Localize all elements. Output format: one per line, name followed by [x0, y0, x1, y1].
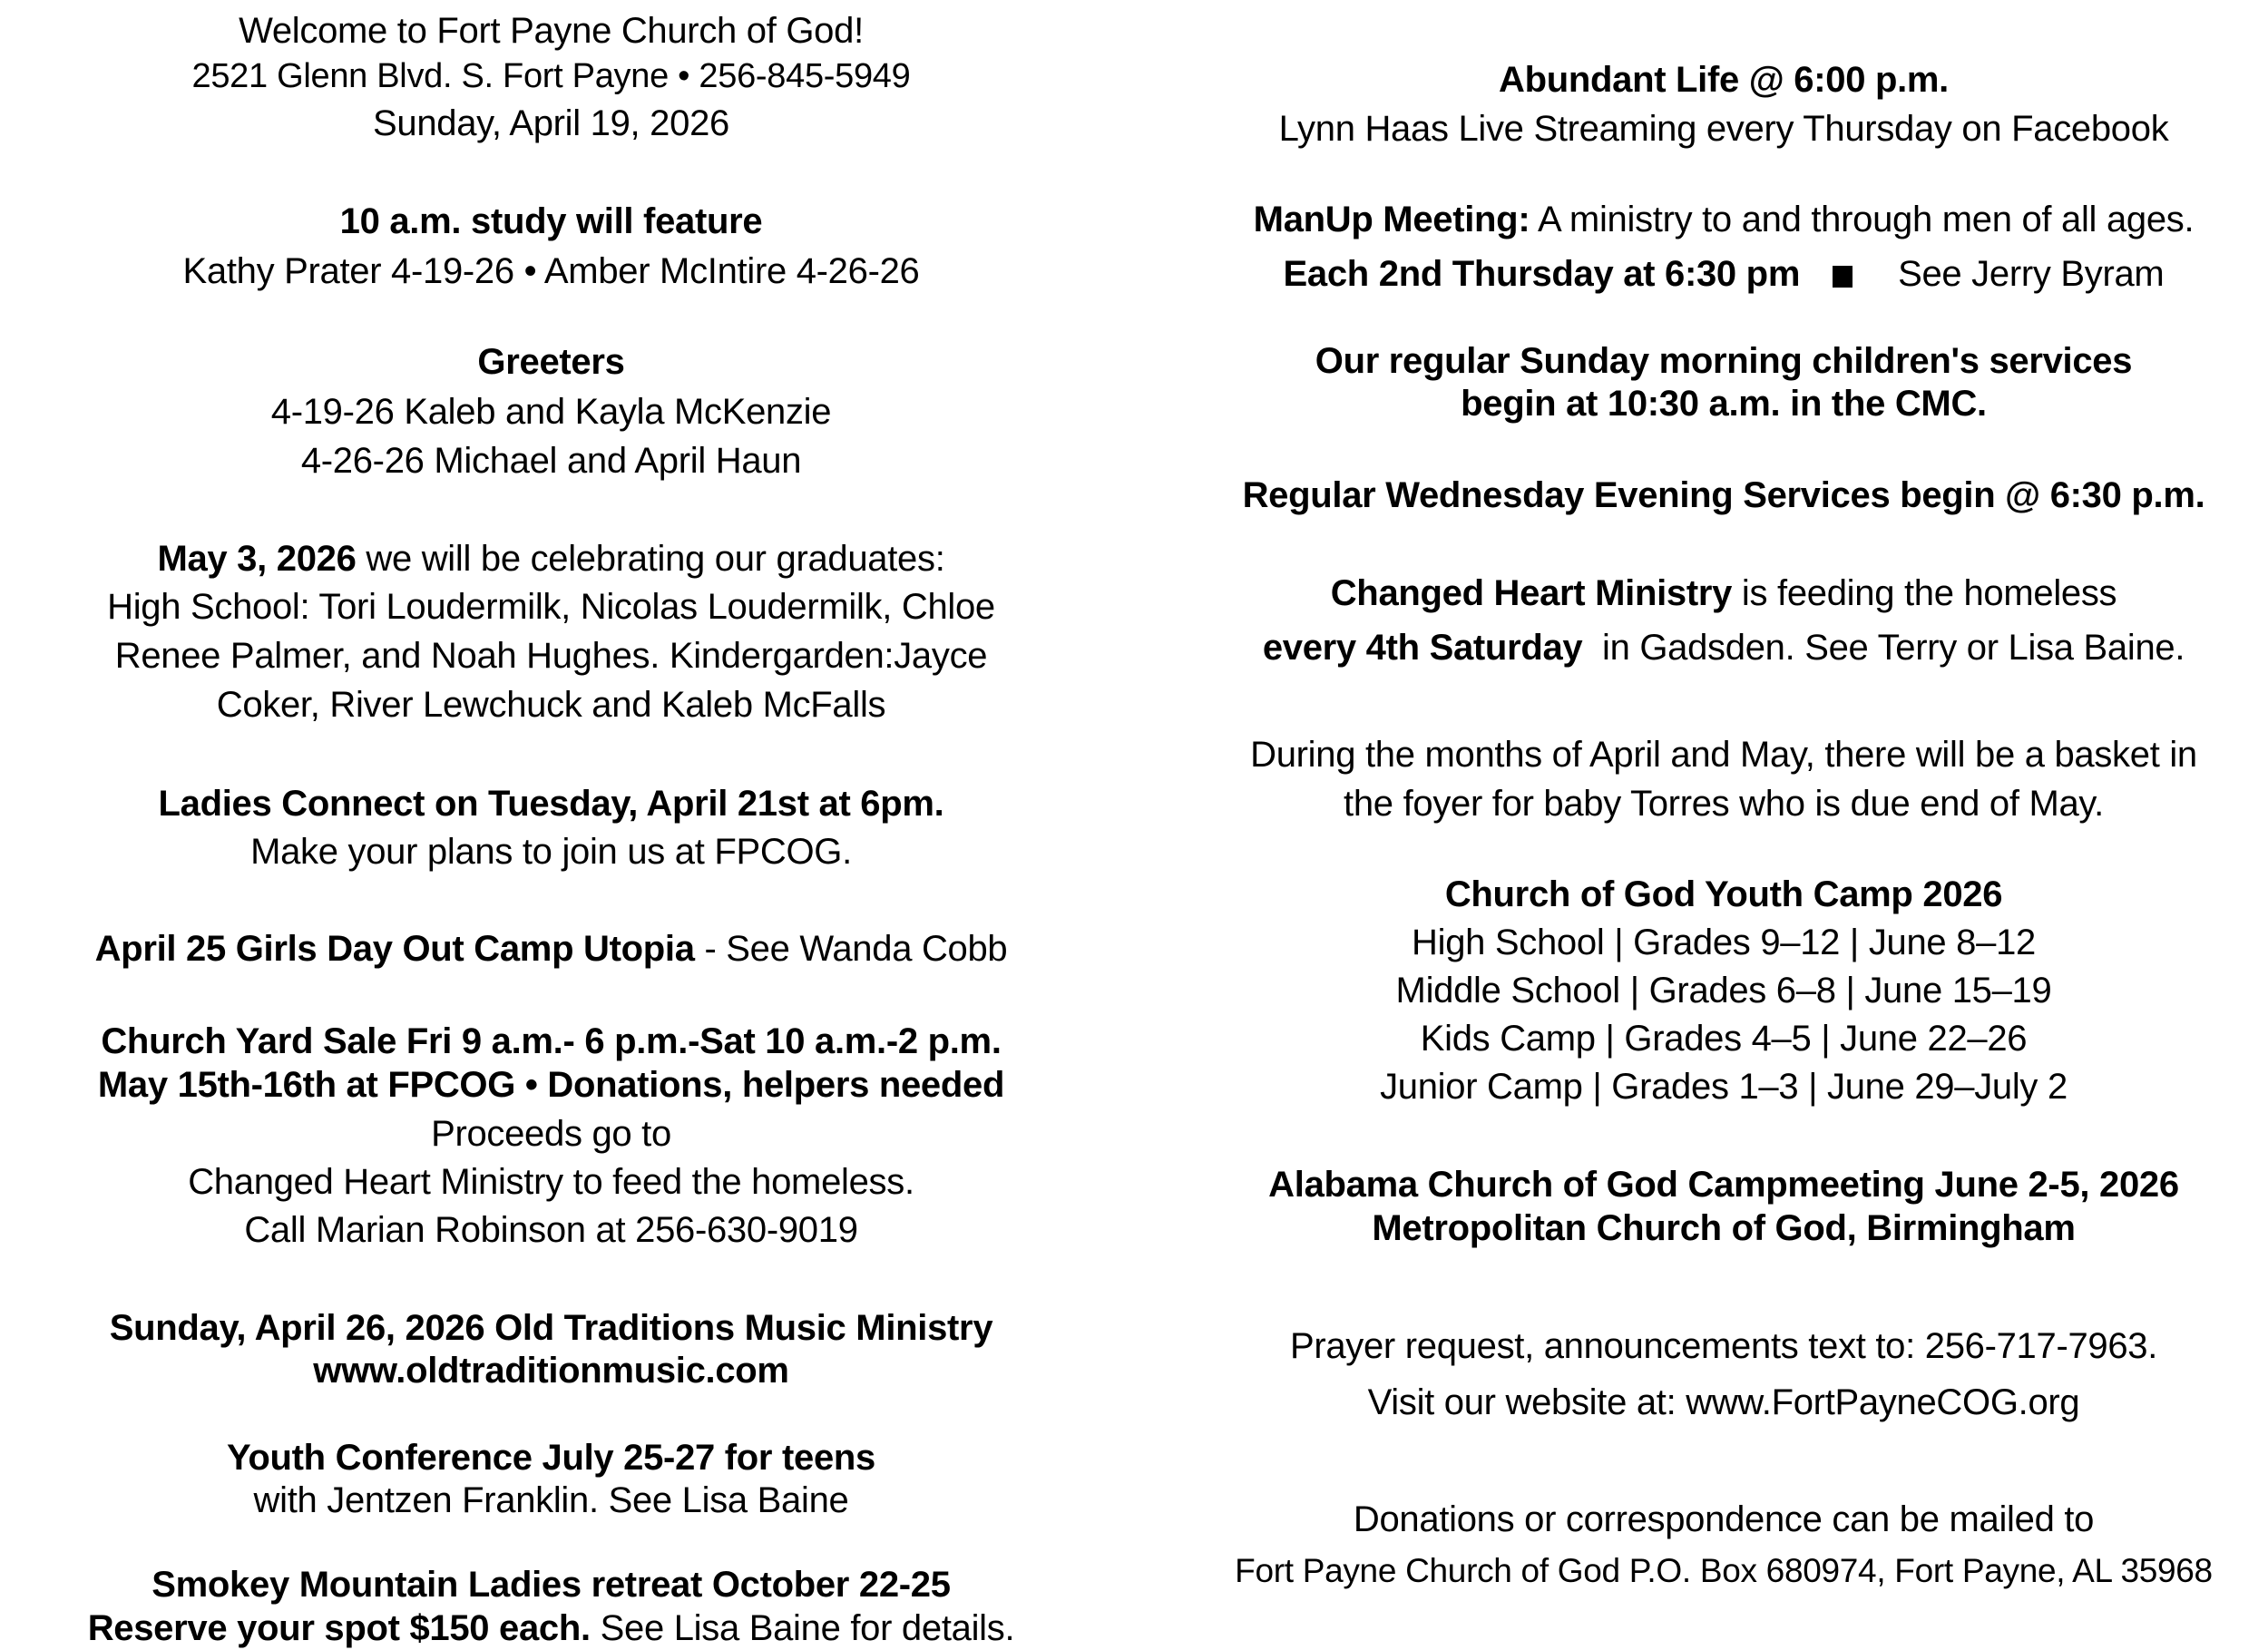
youth-camp-heading: Church of God Youth Camp 2026: [1444, 874, 2003, 914]
campmeeting-heading: Alabama Church of God Campmeeting June 2-5, 2026: [1268, 1165, 2179, 1205]
youth-camp-line: Kids Camp | Grades 4–5 | June 22–26: [1420, 1019, 2028, 1059]
retreat-heading: Smokey Mountain Ladies retreat October 22-25: [152, 1565, 951, 1605]
changed-heart-location: in Gadsden. See Terry or Lisa Baine.: [1582, 628, 2185, 668]
ladies-connect-detail: Make your plans to join us at FPCOG.: [250, 832, 852, 872]
prayer-request: Prayer request, announcements text to: 256-717-7963.: [1289, 1326, 2158, 1366]
children-services: begin at 10:30 a.m. in the CMC.: [1461, 384, 1987, 424]
basket-notice: During the months of April and May, there will be a basket in: [1250, 735, 2197, 775]
graduates-line: High School: Tori Loudermilk, Nicolas Loudermilk, Chloe: [107, 587, 995, 627]
youth-camp-line: High School | Grades 9–12 | June 8–12: [1412, 923, 2036, 962]
square-bullet-icon: [1833, 266, 1853, 288]
yard-sale-line: Proceeds go to: [431, 1114, 671, 1154]
basket-notice: the foyer for baby Torres who is due end of May.: [1344, 784, 2104, 824]
graduates-date: May 3, 2026: [157, 539, 357, 579]
music-ministry-heading: Sunday, April 26, 2026 Old Traditions Music Ministry: [109, 1308, 993, 1348]
manup-description: A ministry to and through men of all ages.: [1530, 200, 2195, 239]
website-line[interactable]: Visit our website at: www.FortPayneCOG.org: [1367, 1382, 2080, 1422]
yard-sale-heading: Church Yard Sale Fri 9 a.m.- 6 p.m.-Sat 10 a.m.-2 p.m.: [101, 1021, 1002, 1061]
manup-schedule: [1184, 252, 2263, 296]
changed-heart-text: is feeding the homeless: [1732, 573, 2117, 613]
yard-sale-line: Call Marian Robinson at 256-630-9019: [244, 1210, 858, 1250]
abundant-life-heading: Abundant Life @ 6:00 p.m.: [1499, 60, 1949, 100]
girls-day-out-title: April 25 Girls Day Out Camp Utopia: [94, 929, 695, 969]
greeters-line: 4-19-26 Kaleb and Kayla McKenzie: [270, 392, 832, 432]
manup-title: ManUp Meeting:: [1253, 200, 1530, 239]
study-detail: Kathy Prater 4-19-26 • Amber McIntire 4-26-26: [182, 251, 920, 291]
manup-schedule-time: Each 2nd Thursday at 6:30 pm: [1283, 254, 1801, 294]
changed-heart-title: Changed Heart Ministry: [1330, 573, 1733, 613]
greeters-heading: Greeters: [477, 342, 625, 382]
yard-sale-line: Changed Heart Ministry to feed the homeless.: [188, 1162, 914, 1202]
manup-meeting: [1184, 198, 2263, 241]
mail-line: Donations or correspondence can be mailed to: [1353, 1499, 2095, 1539]
youth-camp-line: Junior Camp | Grades 1–3 | June 29–July 2: [1380, 1067, 2068, 1107]
girls-day-out-contact: - See Wanda Cobb: [694, 929, 1008, 969]
campmeeting-location: Metropolitan Church of God, Birmingham: [1372, 1208, 2076, 1248]
changed-heart-day: every 4th Saturday: [1262, 628, 1583, 668]
graduates-line: Renee Palmer, and Noah Hughes. Kindergarden:Jayce: [114, 636, 988, 676]
study-heading: 10 a.m. study will feature: [339, 201, 763, 241]
wednesday-services: Regular Wednesday Evening Services begin @ 6:30 p.m.: [1242, 475, 2205, 515]
greeters-line: 4-26-26 Michael and April Haun: [300, 441, 802, 481]
girls-day-out: [18, 927, 1084, 971]
manup-contact: See Jerry Byram: [1898, 254, 2165, 294]
retreat-contact: See Lisa Baine for details.: [590, 1608, 1015, 1648]
youth-conference-detail: with Jentzen Franklin. See Lisa Baine: [253, 1480, 849, 1520]
changed-heart-schedule: [1184, 626, 2263, 669]
graduates-line: Coker, River Lewchuck and Kaleb McFalls: [216, 685, 886, 725]
mail-address: Fort Payne Church of God P.O. Box 680974, Fort Payne, AL 35968: [1235, 1552, 2213, 1589]
graduates-intro: [18, 537, 1084, 581]
yard-sale-heading: May 15th-16th at FPCOG • Donations, helpers needed: [97, 1065, 1005, 1105]
youth-camp-line: Middle School | Grades 6–8 | June 15–19: [1395, 971, 2052, 1011]
youth-conference-heading: Youth Conference July 25-27 for teens: [226, 1438, 875, 1478]
welcome-title: Welcome to Fort Payne Church of God!: [239, 11, 864, 51]
graduates-intro-text: we will be celebrating our graduates:: [356, 539, 945, 579]
church-address: 2521 Glenn Blvd. S. Fort Payne • 256-845-5949: [191, 57, 911, 95]
music-ministry-url[interactable]: www.oldtraditionmusic.com: [313, 1351, 789, 1391]
children-services: Our regular Sunday morning children's services: [1315, 341, 2133, 381]
ladies-connect-heading: Ladies Connect on Tuesday, April 21st at 6pm.: [158, 784, 944, 824]
retreat-price: Reserve your spot $150 each.: [87, 1608, 591, 1648]
retreat-detail: [18, 1606, 1084, 1650]
changed-heart: [1184, 571, 2263, 615]
bulletin-date: Sunday, April 19, 2026: [373, 103, 729, 143]
abundant-life-detail: Lynn Haas Live Streaming every Thursday on Facebook: [1278, 109, 2169, 149]
